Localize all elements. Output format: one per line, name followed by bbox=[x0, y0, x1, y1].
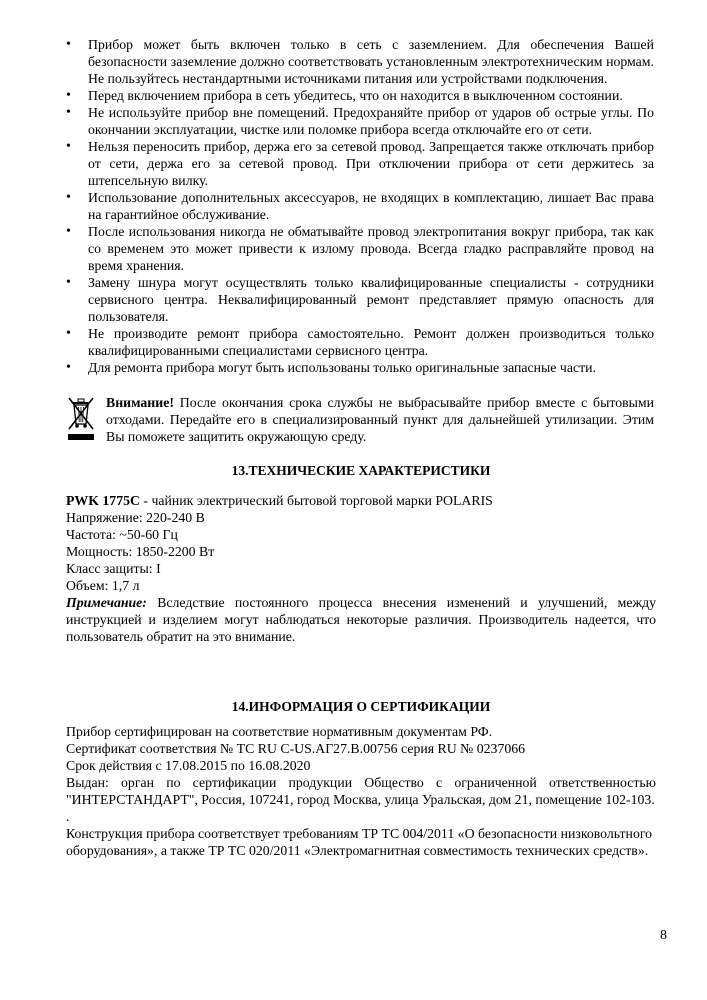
voltage-line: Напряжение: 220-240 В bbox=[66, 510, 205, 525]
disposal-warning bbox=[66, 394, 656, 446]
list-item: • После использования никогда не обматывайте провод электропитания вокруг прибора, так как со временем это может привести к излому провода. Всегда гладко расправляйте провод на время хранения. bbox=[66, 223, 654, 274]
model-line bbox=[66, 492, 656, 509]
power-line: Мощность: 1850-2200 Вт bbox=[66, 544, 215, 559]
note-text: Вследствие постоянного процесса внесения изменений и улучшений, между инструкцией и изделием могут наблюдаться некоторые различия. Производитель надеется, что пользователь обратит на это внимание. bbox=[66, 595, 656, 644]
cert-line: Срок действия с 17.08.2015 по 16.08.2020 bbox=[66, 758, 311, 773]
note-label: Примечание: bbox=[66, 595, 147, 610]
warning-body: После окончания срока службы не выбрасывайте прибор вместе с бытовыми отходами. Передайте его в специализированный пункт для дальнейшей утилизации. Этим Вы поможете защитить окружающую среду. bbox=[106, 395, 654, 444]
section-13-heading: 13.ТЕХНИЧЕСКИЕ ХАРАКТЕРИСТИКИ bbox=[231, 463, 491, 478]
frequency-line: Частота: ~50-60 Гц bbox=[66, 527, 178, 542]
list-item: • Для ремонта прибора могут быть использованы только оригинальные запасные части. bbox=[66, 359, 654, 376]
model-description: - чайник электрический бытовой торговой марки POLARIS bbox=[139, 493, 493, 508]
cert-compliance: Конструкция прибора соответствует требованиям ТР ТС 004/2011 «О безопасности низковольтного оборудования», а также ТР ТС 020/2011 «Электромагнитная совместимость технических средств». bbox=[66, 826, 653, 858]
cert-line: Прибор сертифицирован на соответствие нормативным документам РФ. bbox=[66, 724, 493, 739]
volume-line: Объем: 1,7 л bbox=[66, 578, 140, 593]
list-item: • Не производите ремонт прибора самостоятельно. Ремонт должен производиться только квалифицированными специалистами сервисного центра. bbox=[66, 325, 654, 359]
safety-bullet-list bbox=[66, 36, 654, 376]
cert-issuer: Выдан: орган по сертификации продукции Общество с ограниченной ответственностью "ИНТЕРСТАНДАРТ", Россия, 107241, город Москва, улица Уральская, дом 21, помещение 102-103. bbox=[66, 775, 656, 807]
protection-class-line: Класс защиты: I bbox=[66, 561, 161, 576]
list-item: • Не используйте прибор вне помещений. Предохраняйте прибор от ударов об острые углы. По окончании эксплуатации, чистке или поломке прибора всегда отключайте его от сети. bbox=[66, 104, 654, 138]
warning-text bbox=[106, 394, 654, 445]
cert-line: Сертификат соответствия № ТС RU C-US.АГ27.В.00756 серия RU № 0237066 bbox=[66, 741, 526, 756]
list-item: • Замену шнура могут осуществлять только квалифицированные специалисты - сотрудники сервисного центра. Неквалифицированный ремонт представляет прямую опасность для пользователя. bbox=[66, 274, 654, 325]
list-item: • Использование дополнительных аксессуаров, не входящих в комплектацию, лишает Вас права на гарантийное обслуживание. bbox=[66, 189, 654, 223]
section-14-heading: 14.ИНФОРМАЦИЯ О СЕРТИФИКАЦИИ bbox=[231, 699, 491, 714]
list-item: • Прибор может быть включен только в сеть с заземлением. Для обеспечения Вашей безопасности заземление должно соответствовать установленным электротехническим нормам. Не пользуйтесь нестандартными источниками питания или устройствами подключения. bbox=[66, 36, 654, 87]
crossed-out-bin-icon bbox=[66, 396, 96, 442]
technical-specs bbox=[66, 492, 656, 645]
page-number: 8 bbox=[660, 928, 667, 943]
list-item: • Перед включением прибора в сеть убедитесь, что он находится в выключенном состоянии. bbox=[66, 87, 654, 104]
certification-info bbox=[66, 723, 656, 859]
cert-dot: . bbox=[66, 809, 70, 824]
list-item: • Нельзя переносить прибор, держа его за сетевой провод. Запрещается также отключать прибор от сети, держа его за сетевой провод. При отключении прибора от сети держитесь за штепсельную вилку. bbox=[66, 138, 654, 189]
warning-label: Внимание! bbox=[106, 395, 174, 410]
model-name: PWK 1775C bbox=[66, 493, 140, 508]
note-paragraph bbox=[66, 594, 656, 645]
